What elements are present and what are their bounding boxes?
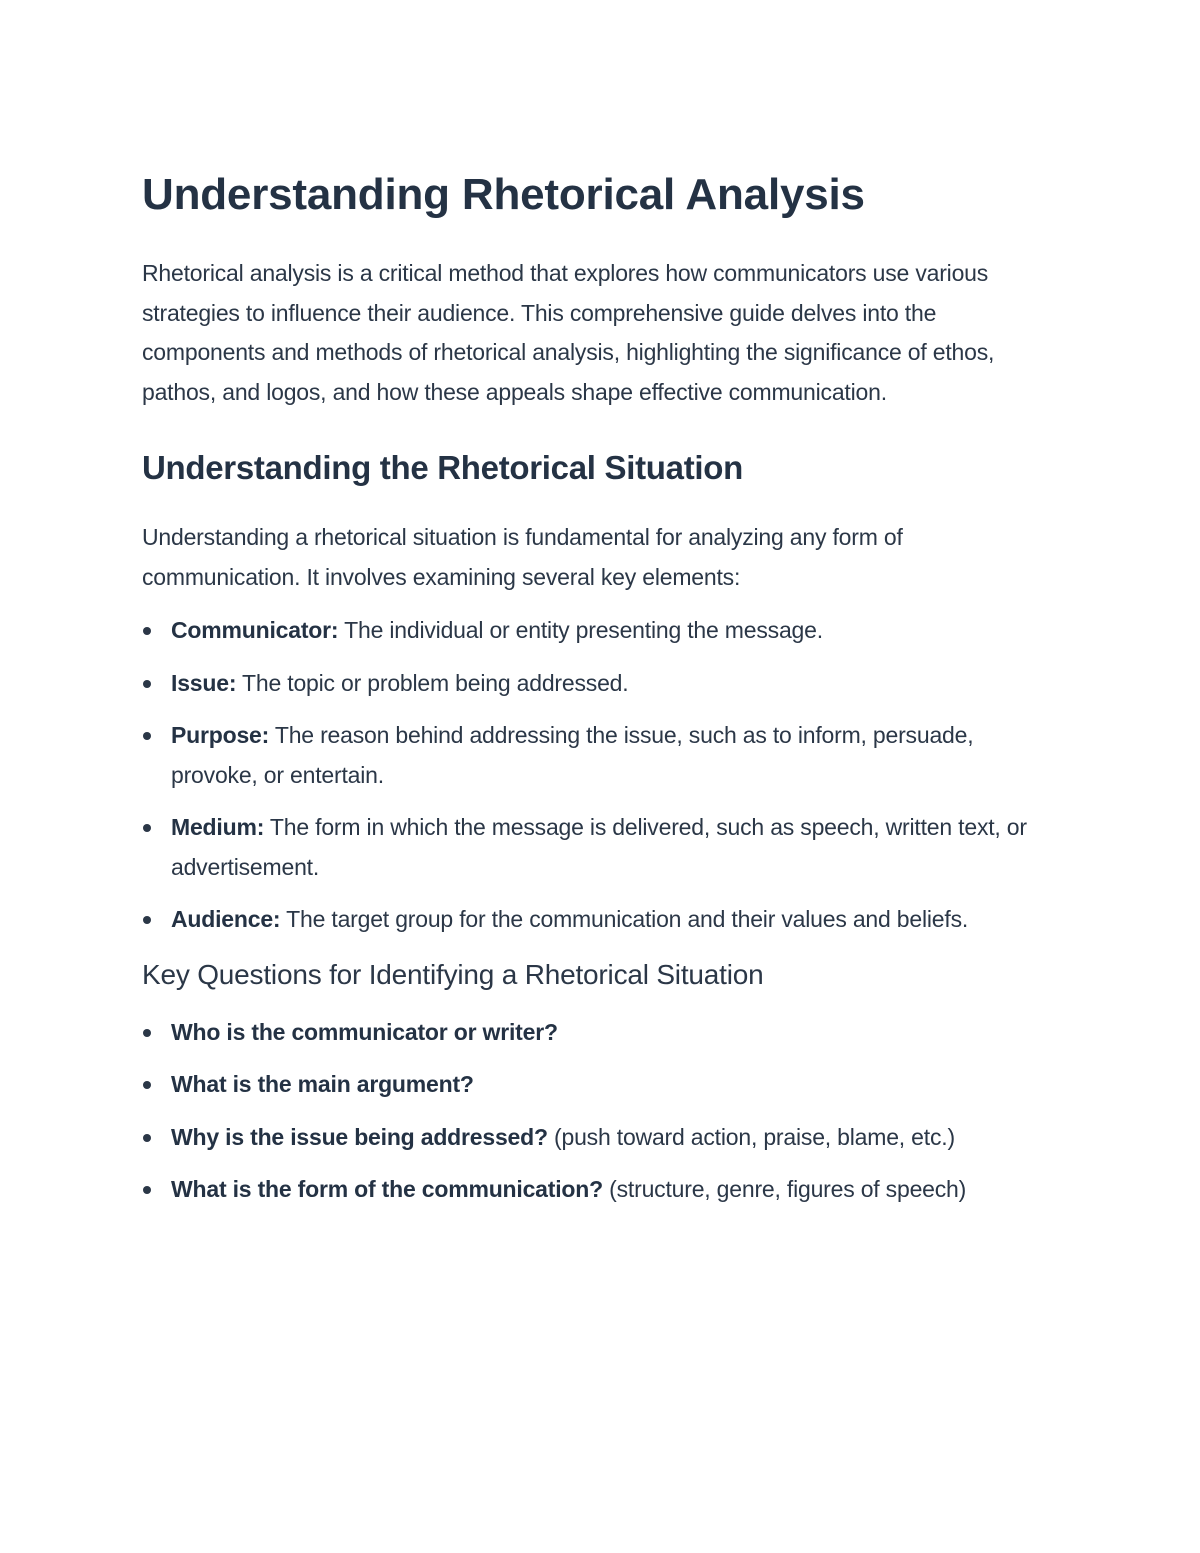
section-heading-rhetorical-situation: Understanding the Rhetorical Situation <box>142 449 743 486</box>
question-term: What is the main argument? <box>171 1071 474 1097</box>
list-item-issue <box>142 664 1062 704</box>
bullet-icon <box>143 680 151 688</box>
list-item-text: The form in which the message is delivered, such as speech, written text, or advertisement. <box>171 814 1027 880</box>
question-term: Who is the communicator or writer? <box>171 1018 558 1045</box>
list-item-audience <box>142 900 1062 940</box>
intro-paragraph: Rhetorical analysis is a critical method that explores how communicators use various strategies to influence their audience. This comprehensive guide delves into the components and methods of rhetorical analysis, highlighting the significance of ethos, pathos, and logos, and how these appeals shape effective communication. <box>142 260 995 405</box>
subheading-key-questions: Key Questions for Identifying a Rhetorical Situation <box>142 958 764 990</box>
question-item-communicator <box>142 1013 1062 1053</box>
list-item-term: Communicator: <box>171 617 339 643</box>
question-item-form <box>142 1170 1062 1210</box>
section-lead-paragraph: Understanding a rhetorical situation is fundamental for analyzing any form of communication. It involves examining several key elements: <box>142 524 903 590</box>
bullet-icon <box>143 824 151 832</box>
list-item-term: Issue: <box>171 669 237 696</box>
bullet-icon <box>143 1029 151 1037</box>
bullet-icon <box>143 916 151 924</box>
bullet-icon <box>143 732 151 740</box>
bullet-icon <box>143 1186 151 1194</box>
question-term: Why is the issue being addressed? <box>171 1123 548 1150</box>
list-item-term: Purpose: <box>171 722 270 748</box>
list-item-text: The target group for the communication and their values and beliefs. <box>280 906 969 932</box>
bullet-icon <box>143 627 151 635</box>
bullet-icon <box>143 1081 151 1089</box>
key-questions-list <box>142 1013 1062 1210</box>
list-item-communicator <box>142 611 1062 651</box>
document-content <box>142 164 1062 1223</box>
list-item-purpose <box>142 716 1062 795</box>
list-item-term: Medium: <box>171 814 265 840</box>
page-title: Understanding Rhetorical Analysis <box>142 170 865 219</box>
list-item-term: Audience: <box>171 906 281 932</box>
question-term: What is the form of the communication? <box>171 1176 603 1202</box>
question-text: (push toward action, praise, blame, etc.) <box>547 1123 955 1150</box>
list-item-text: The individual or entity presenting the message. <box>338 617 823 643</box>
question-text: (structure, genre, figures of speech) <box>602 1176 967 1202</box>
bullet-icon <box>143 1134 151 1142</box>
question-item-why <box>142 1118 1062 1158</box>
question-item-argument <box>142 1065 1062 1105</box>
key-elements-list <box>142 611 1062 940</box>
list-item-text: The reason behind addressing the issue, such as to inform, persuade, provoke, or entertain. <box>171 722 974 788</box>
list-item-medium <box>142 808 1062 887</box>
list-item-text: The topic or problem being addressed. <box>236 669 629 696</box>
